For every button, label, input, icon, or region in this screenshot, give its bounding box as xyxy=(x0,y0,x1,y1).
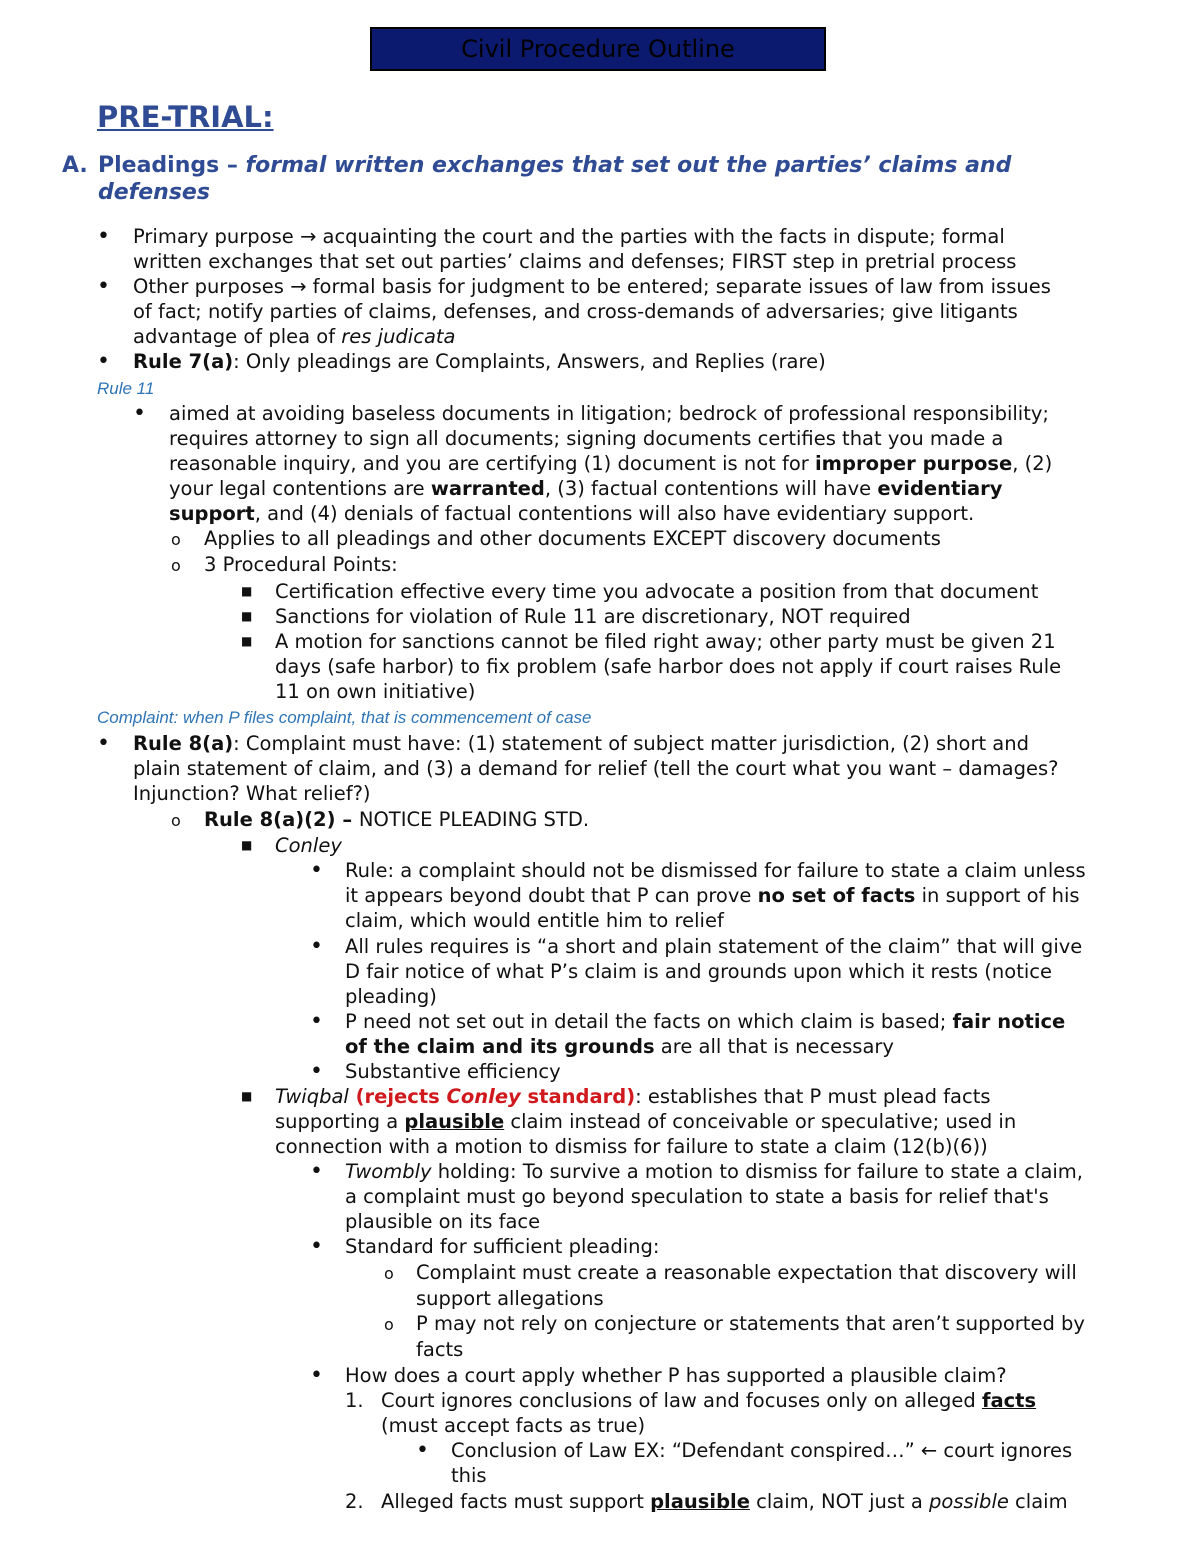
square-bullet-icon: ■ xyxy=(241,1089,253,1103)
twombly-line2: a complaint must go beyond speculation to state a basis for relief that's xyxy=(345,1185,1049,1208)
conley-fair-notice-line1: P need not set out in detail the facts on which claim is based; fair notice xyxy=(345,1010,1066,1033)
conley-heading: Conley xyxy=(275,834,342,857)
rule-7a-line: Rule 7(a): Only pleadings are Complaints, Answers, and Replies (rare) xyxy=(133,350,826,373)
other-purposes-line1: Other purposes → formal basis for judgment to be entered; separate issues of law from issues xyxy=(133,275,1051,298)
step-1-line2: (must accept facts as true) xyxy=(381,1414,646,1437)
rule-11-line4: your legal contentions are warranted, (3) factual contentions will have evidentiary xyxy=(169,477,1003,500)
rule-11-line3: reasonable inquiry, and you are certifying (1) document is not for improper purpose, (2) xyxy=(169,452,1053,475)
twombly-line3: plausible on its face xyxy=(345,1210,541,1233)
square-bullet-icon: ■ xyxy=(241,609,253,623)
standard-1-line2: support allegations xyxy=(416,1287,604,1310)
conclusion-of-law-line2: this xyxy=(451,1464,487,1487)
section-a-heading xyxy=(62,152,1142,206)
rule-8a-line1: Rule 8(a): Complaint must have: (1) statement of subject matter jurisdiction, (2) short and xyxy=(133,732,1029,755)
bullet-icon: • xyxy=(97,224,110,249)
rule-11-point-3-line2: days (safe harbor) to fix problem (safe harbor does not apply if court raises Rule xyxy=(275,655,1062,678)
step-1-number: 1. xyxy=(345,1389,364,1412)
bullet-icon: • xyxy=(97,349,110,374)
section-a-title: Pleadings – formal written exchanges that set out the parties’ claims and defenses xyxy=(98,153,1012,205)
bullet-icon: • xyxy=(310,1009,323,1034)
rule-11-applies: Applies to all pleadings and other documents EXCEPT discovery documents xyxy=(204,527,941,550)
conley-fair-notice-line2: of the claim and its grounds are all that is necessary xyxy=(345,1035,894,1058)
rule-11-point-1: Certification effective every time you advocate a position from that document xyxy=(275,580,1039,603)
bullet-icon: • xyxy=(310,934,323,959)
section-a-number: A. xyxy=(62,153,88,178)
rule-8a2-line: Rule 8(a)(2) – NOTICE PLEADING STD. xyxy=(204,808,590,831)
complaint-heading: Complaint: when P files complaint, that is commencement of case xyxy=(97,708,592,727)
rule-8a-line2: plain statement of claim, and (3) a demand for relief (tell the court what you want – damages? xyxy=(133,757,1059,780)
circle-bullet-icon: o xyxy=(171,556,181,575)
bullet-icon: • xyxy=(97,731,110,756)
conley-notice-line3: pleading) xyxy=(345,985,437,1008)
rule-11-points-heading: 3 Procedural Points: xyxy=(204,553,398,576)
circle-bullet-icon: o xyxy=(384,1264,394,1283)
step-2-line: Alleged facts must support plausible claim, NOT just a possible claim xyxy=(381,1490,1068,1513)
standard-2-line1: P may not rely on conjecture or statements that aren’t supported by xyxy=(416,1312,1085,1335)
rule-11-line5: support, and (4) denials of factual contentions will also have evidentiary support. xyxy=(169,502,975,525)
twombly-line1: Twombly holding: To survive a motion to dismiss for failure to state a claim, xyxy=(345,1160,1084,1183)
twiqbal-line1: Twiqbal (rejects Conley standard): establishes that P must plead facts xyxy=(275,1085,991,1108)
square-bullet-icon: ■ xyxy=(241,838,253,852)
conley-notice-line2: D fair notice of what P’s claim is and grounds upon which it rests (notice xyxy=(345,960,1052,983)
conley-rule-line3: claim, which would entitle him to relief xyxy=(345,909,724,932)
conley-notice-line1: All rules requires is “a short and plain statement of the claim” that will give xyxy=(345,935,1083,958)
rule-11-point-3-line1: A motion for sanctions cannot be filed right away; other party must be given 21 xyxy=(275,630,1056,653)
document-title: Civil Procedure Outline xyxy=(370,27,826,71)
primary-purpose-line2: written exchanges that set out parties’ claims and defenses; FIRST step in pretrial process xyxy=(133,250,1017,273)
plausible-question: How does a court apply whether P has supported a plausible claim? xyxy=(345,1364,1007,1387)
bullet-icon: • xyxy=(310,1234,323,1259)
circle-bullet-icon: o xyxy=(171,811,181,830)
bullet-icon: • xyxy=(310,858,323,883)
standard-1-line1: Complaint must create a reasonable expectation that discovery will xyxy=(416,1261,1077,1284)
circle-bullet-icon: o xyxy=(171,530,181,549)
step-1-line1: Court ignores conclusions of law and focuses only on alleged facts xyxy=(381,1389,1037,1412)
rule-11-line2: requires attorney to sign all documents; signing documents certifies that you made a xyxy=(169,427,1004,450)
section-heading-pretrial: PRE-TRIAL: xyxy=(97,100,274,134)
rule-8a-line3: Injunction? What relief?) xyxy=(133,782,371,805)
conley-rule-line2: it appears beyond doubt that P can prove no set of facts in support of his xyxy=(345,884,1080,907)
rule-11-heading: Rule 11 xyxy=(97,379,155,398)
rule-11-line1: aimed at avoiding baseless documents in litigation; bedrock of professional responsibility; xyxy=(169,402,1049,425)
pleading-standard-heading: Standard for sufficient pleading: xyxy=(345,1235,660,1258)
other-purposes-line3: advantage of plea of res judicata xyxy=(133,325,456,348)
conley-efficiency: Substantive efficiency xyxy=(345,1060,561,1083)
bullet-icon: • xyxy=(97,274,110,299)
standard-2-line2: facts xyxy=(416,1338,464,1361)
conley-rule-line1: Rule: a complaint should not be dismissed for failure to state a claim unless xyxy=(345,859,1086,882)
twiqbal-line2: supporting a plausible claim instead of conceivable or speculative; used in xyxy=(275,1110,1017,1133)
bullet-icon: • xyxy=(310,1363,323,1388)
step-2-number: 2. xyxy=(345,1490,364,1513)
twiqbal-line3: connection with a motion to dismiss for failure to state a claim (12(b)(6)) xyxy=(275,1135,988,1158)
conclusion-of-law-line1: Conclusion of Law EX: “Defendant conspired…” ← court ignores xyxy=(451,1439,1073,1462)
primary-purpose-line1: Primary purpose → acquainting the court and the parties with the facts in dispute; formal xyxy=(133,225,1005,248)
bullet-icon: • xyxy=(416,1438,429,1463)
circle-bullet-icon: o xyxy=(384,1315,394,1334)
bullet-icon: • xyxy=(133,401,146,426)
square-bullet-icon: ■ xyxy=(241,634,253,648)
bullet-icon: • xyxy=(310,1059,323,1084)
bullet-icon: • xyxy=(310,1159,323,1184)
rule-11-point-2: Sanctions for violation of Rule 11 are discretionary, NOT required xyxy=(275,605,911,628)
other-purposes-line2: of fact; notify parties of claims, defenses, and cross-demands of adversaries; give litigants xyxy=(133,300,1018,323)
rule-11-point-3-line3: 11 on own initiative) xyxy=(275,680,476,703)
square-bullet-icon: ■ xyxy=(241,584,253,598)
